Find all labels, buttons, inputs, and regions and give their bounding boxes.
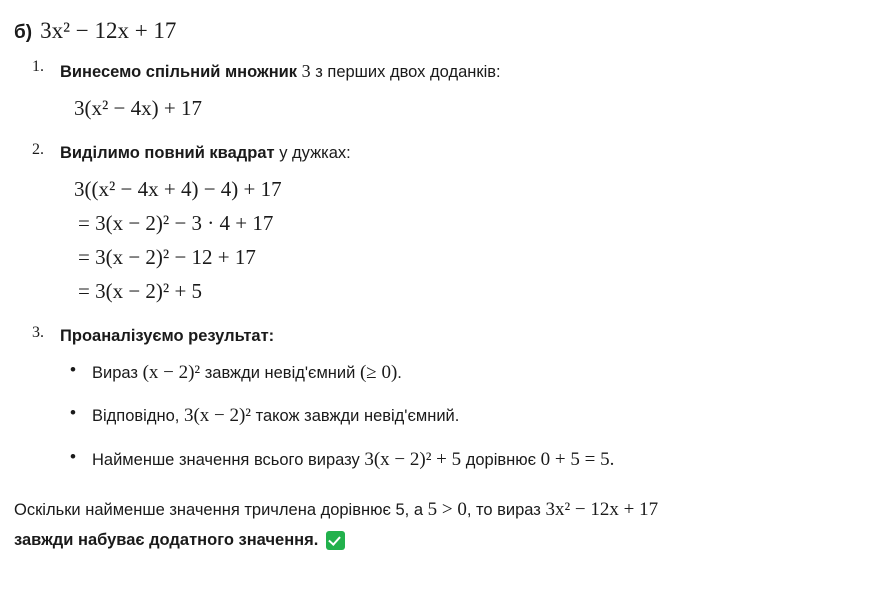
problem-label: б) — [14, 22, 33, 43]
bullet-math-b: (≥ 0) — [359, 361, 398, 383]
page-title — [14, 18, 859, 44]
bullet-math-a: (x − 2)² — [142, 361, 201, 383]
conclusion-math1: 5 > 0 — [427, 499, 467, 521]
formula-line: 3(x² − 4x) + 17 — [74, 96, 202, 120]
formula-line: 3((x² − 4x + 4) − 4) + 17 — [74, 176, 282, 201]
step-title-rest: з перших двох доданків: — [315, 63, 501, 81]
conclusion-final — [14, 531, 859, 550]
bullet-text-c: . — [397, 363, 402, 382]
step-3 — [14, 324, 859, 473]
bullet-text-b: дорівнює — [465, 450, 537, 469]
formula-block — [74, 172, 859, 308]
problem-expression: 3x² − 12x + 17 — [40, 18, 177, 43]
step-1 — [14, 58, 859, 125]
step-title-rest: у дужках: — [279, 144, 351, 163]
step-title-math: 3 — [301, 61, 311, 81]
bullet-math-b: 0 + 5 = 5. — [540, 448, 615, 470]
analysis-bullets — [60, 359, 859, 474]
conclusion-part2: , то вираз — [466, 501, 541, 520]
step-title-bold: Винесемо спільний множник — [60, 63, 298, 81]
bullet-math-a: 3(x − 2)² — [183, 405, 252, 427]
formula-line: = 3(x − 2)² + 5 — [78, 278, 203, 303]
formula-line: = 3(x − 2)² − 12 + 17 — [78, 244, 256, 269]
step-title — [60, 141, 859, 166]
green-check-icon — [326, 531, 345, 550]
steps-list — [14, 58, 859, 473]
conclusion-text — [14, 495, 859, 524]
bullet-text-a: Найменше значення всього виразу — [92, 450, 360, 469]
conclusion-math2: 3x² − 12x + 17 — [545, 499, 659, 521]
list-item — [60, 402, 859, 430]
step-number: 1. — [32, 58, 44, 75]
step-title-bold: Виділимо повний квадрат — [60, 144, 275, 163]
bullet-math-a: 3(x − 2)² + 5 — [364, 448, 462, 470]
list-item — [60, 359, 859, 387]
conclusion-final-text: завжди набуває додатного значення. — [14, 530, 319, 549]
bullet-text-b: також завжди невід'ємний. — [255, 407, 460, 426]
step-2 — [14, 141, 859, 308]
bullet-text-a: Відповідно, — [92, 407, 180, 426]
step-title — [60, 58, 859, 85]
bullet-text-a: Вираз — [92, 363, 138, 382]
step-title-bold: Проаналізуємо результат: — [60, 326, 275, 345]
conclusion-part1: Оскільки найменше значення тричлена дорівнює 5, а — [14, 501, 424, 520]
step-number: 3. — [32, 323, 44, 341]
formula-block — [74, 91, 859, 125]
step-title — [60, 324, 859, 349]
list-item — [60, 446, 859, 474]
bullet-text-b: завжди невід'ємний — [204, 363, 356, 382]
formula-line: = 3(x − 2)² − 3 · 4 + 17 — [78, 210, 274, 235]
step-number: 2. — [32, 141, 44, 159]
